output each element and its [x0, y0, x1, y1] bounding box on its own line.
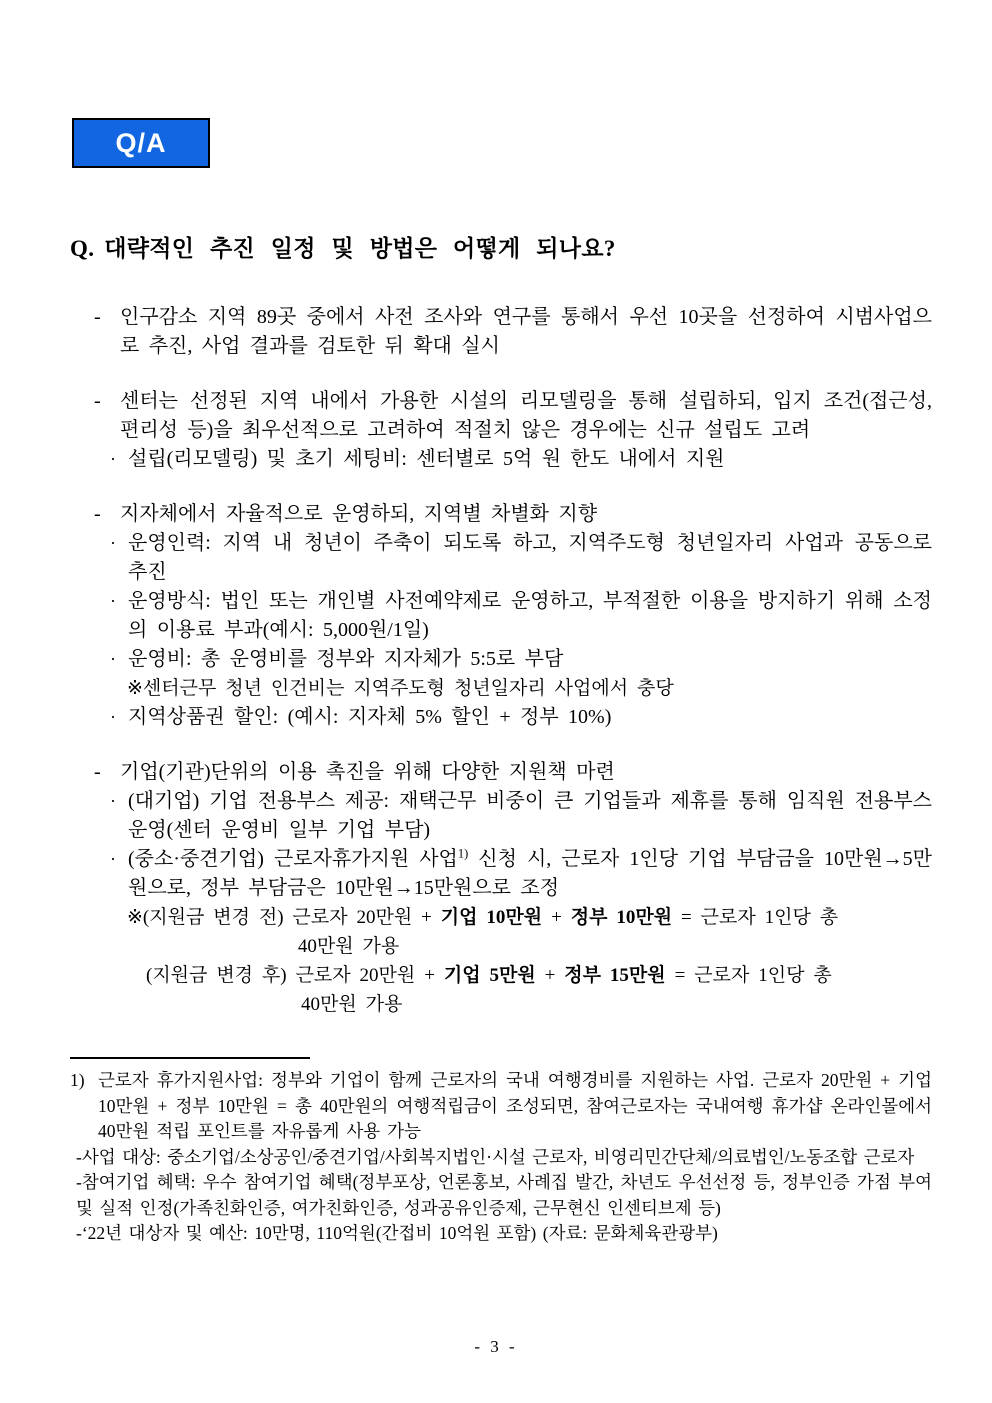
dash-marker: -: [94, 503, 101, 525]
qa-badge-label: Q/A: [115, 127, 167, 158]
note-segment: (지원금 변경 전) 근로자 20만원 +: [142, 907, 441, 928]
sub-bullet-item: [70, 587, 932, 645]
dot-marker: ·: [110, 591, 116, 611]
footnote-sub-item: -참여기업 혜택: 우수 참여기업 혜택(정부포상, 언론홍보, 사례집 발간, 차년도 우선선정 등, 정부인증 가점 부여 및 실적 인정(가족친화인증, 여가친화인증, 성과공유인증제, 근무현신 인센티브제 등): [76, 1172, 932, 1218]
note-continuation-line: 40만원 가용: [301, 994, 403, 1015]
sub-bullet-item: [70, 703, 932, 732]
subsidy-note-before: [70, 903, 932, 961]
note-segment-bold: 정부 15만원: [564, 965, 666, 986]
qa-badge: [72, 118, 210, 168]
bullet-item: [70, 500, 932, 529]
question-text: 대략적인 추진 일정 및 방법은 어떻게 되나요?: [104, 236, 616, 261]
footnote-separator: [70, 1057, 310, 1059]
footnote-number: 1): [70, 1070, 85, 1090]
footnote-text: 근로자 휴가지원사업: 정부와 기업이 함께 근로자의 국내 여행경비를 지원하는 사업. 근로자 20만원 + 기업 10만원 + 정부 10만원 = 총 40만원의 여행적립금이 조성되면, 참여근로자는 국내여행 휴가샵 온라인몰에서 40만원 적립 포인트를 자유롭게 사용 가능: [98, 1070, 932, 1141]
note-segment: (지원금 변경 후) 근로자 20만원 +: [146, 965, 444, 986]
subsidy-note-before-text: [143, 903, 932, 961]
sub-bullet-text-part: 신청 시, 근로자 1인당 기업 부담금을 10만원→5만원으로, 정부 부담금은 10만원→15만원으로 조정: [128, 848, 932, 899]
dot-marker: ·: [110, 649, 116, 669]
footnote-sub-item: -‘22년 대상자 및 예산: 10만명, 110억원(간접비 10억원 포함) (자료: 문화체육관광부): [76, 1223, 718, 1243]
dot-marker: ·: [110, 849, 116, 869]
sub-bullet-item: [70, 529, 932, 587]
note-segment: = 근로자 1인당 총: [672, 907, 839, 928]
subsidy-note-after-text: [146, 961, 932, 1019]
reference-mark-icon: ※: [127, 907, 143, 928]
note-segment: +: [542, 907, 571, 928]
note-segment: = 근로자 1인당 총: [665, 965, 832, 986]
reference-note-text: 센터근무 청년 인건비는 지역주도형 청년일자리 사업에서 충당: [142, 678, 674, 699]
page-number: - 3 -: [474, 1337, 518, 1356]
sub-bullet-text: [128, 845, 932, 903]
bullet-group-operation: [70, 500, 932, 732]
bullet-text: 인구감소 지역 89곳 중에서 사전 조사와 연구를 통해서 우선 10곳을 선정하여 시범사업으로 추진, 사업 결과를 검토한 뒤 확대 실시: [120, 306, 932, 357]
reference-mark-icon: ※: [127, 678, 143, 699]
sub-bullet-item: [70, 787, 932, 845]
note-segment-bold: 기업 5만원: [443, 965, 536, 986]
question-heading: [70, 230, 932, 263]
sub-bullet-text: 설립(리모델링) 및 초기 세팅비: 센터별로 5억 원 한도 내에서 지원: [128, 448, 725, 470]
dot-marker: ·: [110, 533, 116, 553]
footnote-reference-marker: 1): [457, 846, 469, 861]
bullet-group-company-support: [70, 758, 932, 1019]
sub-bullet-text-part: (중소·중견기업) 근로자휴가지원 사업: [128, 848, 458, 870]
note-segment-bold: 정부 10만원: [570, 907, 673, 928]
bullet-text: 기업(기관)단위의 이용 촉진을 위해 다양한 지원책 마련: [120, 761, 615, 783]
sub-bullet-item: [70, 645, 932, 674]
footnote-section: [70, 1068, 932, 1247]
sub-bullet-text: 운영인력: 지역 내 청년이 주축이 되도록 하고, 지역주도형 청년일자리 사업과 공동으로 추진: [128, 532, 932, 583]
footnote-sub-item: -사업 대상: 중소기업/소상공인/중견기업/사회복지법인·시설 근로자, 비영리민간단체/의료법인/노동조합 근로자: [76, 1146, 915, 1167]
sub-bullet-text: (대기업) 기업 전용부스 제공: 재택근무 비중이 큰 기업들과 제휴를 통해 임직원 전용부스 운영(센터 운영비 일부 기업 부담): [128, 790, 932, 841]
sub-bullet-text: 운영방식: 법인 또는 개인별 사전예약제로 운영하고, 부적절한 이용을 방지하기 위해 소정의 이용료 부과(예시: 5,000원/1일): [128, 590, 932, 641]
dash-marker: -: [94, 390, 101, 412]
bullet-item: [70, 758, 932, 787]
question-prefix: Q.: [70, 236, 95, 261]
bullet-text: 지자체에서 자율적으로 운영하되, 지역별 차별화 지향: [120, 503, 598, 525]
dot-marker: ·: [110, 791, 116, 811]
sub-bullet-item: [70, 845, 932, 903]
subsidy-note-after: [70, 961, 932, 1019]
bullet-item: [70, 387, 932, 445]
sub-bullet-item: [70, 445, 932, 474]
bullet-item: [70, 303, 932, 361]
bullet-group-site-selection: [70, 303, 932, 361]
note-segment-bold: 기업 10만원: [440, 907, 543, 928]
answer-body: [70, 303, 932, 1019]
dash-marker: -: [94, 761, 101, 783]
sub-bullet-text: 운영비: 총 운영비를 정부와 지자체가 5:5로 부담: [128, 648, 564, 670]
dash-marker: -: [94, 306, 101, 328]
footnote-item: [70, 1068, 932, 1145]
dot-marker: ·: [110, 707, 116, 727]
reference-note: [70, 674, 932, 703]
sub-bullet-text: 지역상품권 할인: (예시: 지자체 5% 할인 + 정부 10%): [128, 706, 612, 728]
dot-marker: ·: [110, 449, 116, 469]
note-segment: +: [535, 965, 565, 986]
bullet-text: 센터는 선정된 지역 내에서 가용한 시설의 리모델링을 통해 설립하되, 입지 조건(접근성, 편리성 등)을 최우선적으로 고려하여 적절치 않은 경우에는 신규 설립도 고려: [120, 390, 932, 441]
note-continuation-line: 40만원 가용: [297, 936, 400, 957]
bullet-group-center-setup: [70, 387, 932, 474]
